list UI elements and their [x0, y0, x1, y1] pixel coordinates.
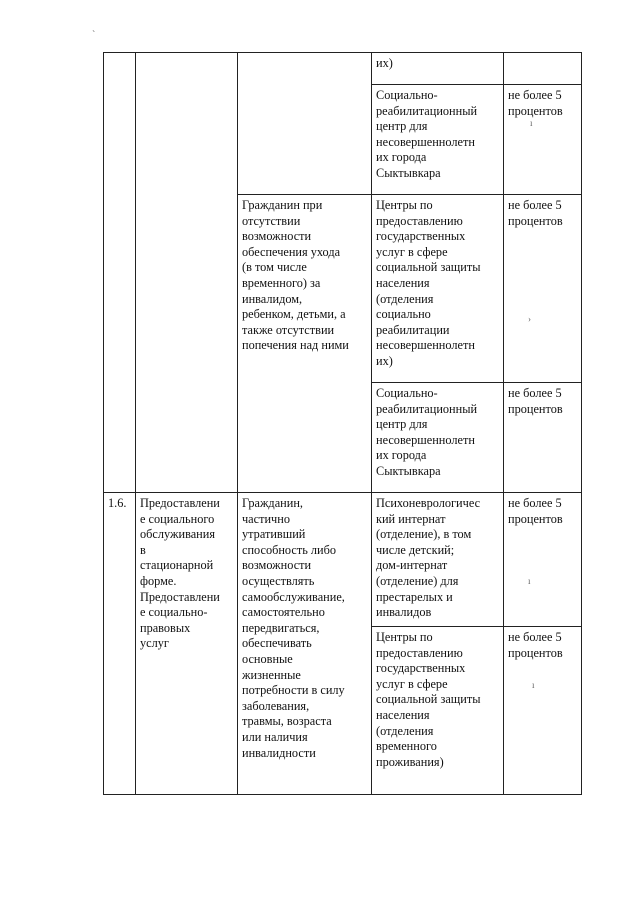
- share-cell: [504, 53, 582, 85]
- services-for-cell: Гражданин, частично утративший способность либо возможности осуществлять самообслуживание, самостоятельно передвигаться, обеспечивать основные жизненные потребности в силу заболевания, травмы, возраста или наличия инвалидности: [238, 493, 372, 795]
- share-cell: [504, 195, 582, 383]
- provider-cell: Социально- реабилитационный центр для несовершеннолетн их города Сыктывкара: [372, 85, 504, 195]
- service-name-cell: Предоставлени е социального обслуживания в стационарной форме. Предоставлени е социально- правовых услуг: [136, 493, 238, 795]
- scan-mark: ˋ: [92, 30, 96, 41]
- scan-tick: ı: [528, 576, 531, 587]
- services-table: [103, 52, 582, 795]
- service-name-cell-continued: [136, 53, 238, 493]
- provider-cell: их): [372, 53, 504, 85]
- share-text: не более 5 процентов: [508, 88, 563, 118]
- share-text: не более 5 процентов: [508, 630, 563, 660]
- number-cell: 1.6.: [104, 493, 136, 795]
- provider-cell: Психоневрологичес кий интернат (отделение), в том числе детский; дом-интернат (отделение) для престарелых и инвалидов: [372, 493, 504, 627]
- share-text: не более 5 процентов: [508, 496, 563, 526]
- share-text: не более 5 процентов: [508, 198, 563, 228]
- services-for-cell-continued: [238, 53, 372, 195]
- share-cell: [504, 627, 582, 795]
- share-cell: [504, 85, 582, 195]
- table-row: [104, 53, 582, 85]
- share-cell: не более 5 процентов: [504, 383, 582, 493]
- share-cell: [504, 493, 582, 627]
- scan-tick: ı: [530, 118, 533, 129]
- provider-cell: Социально- реабилитационный центр для несовершеннолетн их города Сыктывкара: [372, 383, 504, 493]
- services-for-cell: Гражданин при отсутствии возможности обеспечения ухода (в том числе временного) за инвалидом, ребенком, детьми, а также отсутствии попечения над ними: [238, 195, 372, 493]
- scan-tick: ı: [532, 680, 535, 691]
- scan-tick: ›: [528, 314, 531, 325]
- provider-cell: Центры по предоставлению государственных услуг в сфере социальной защиты населения (отделения социально реабилитации несовершеннолетн их): [372, 195, 504, 383]
- table-row: [104, 493, 582, 627]
- provider-cell: Центры по предоставлению государственных услуг в сфере социальной защиты населения (отделения временного проживания): [372, 627, 504, 795]
- number-cell-continued: [104, 53, 136, 493]
